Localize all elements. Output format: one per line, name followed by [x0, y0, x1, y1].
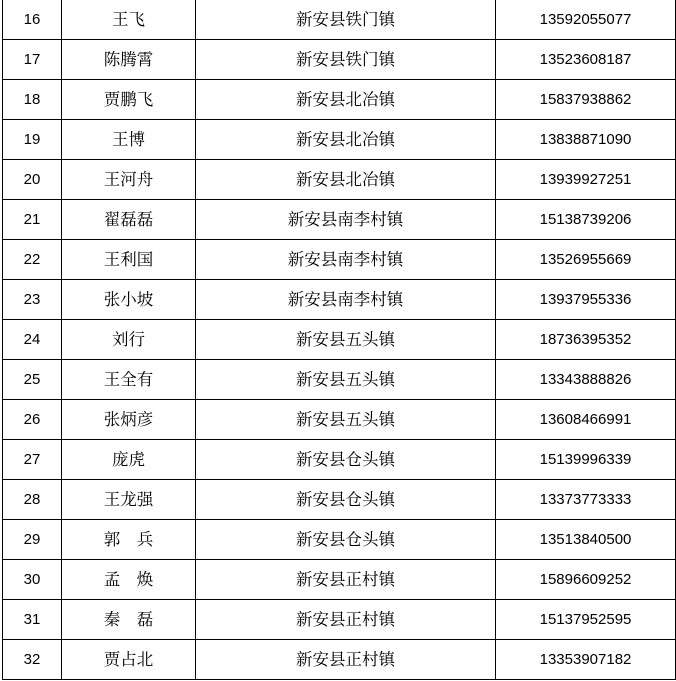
row-number-cell: 21: [3, 200, 62, 240]
unit-cell: 新安县正村镇: [196, 560, 496, 600]
unit-cell: 新安县南李村镇: [196, 200, 496, 240]
row-number-cell: 17: [3, 40, 62, 80]
phone-cell: 13353907182: [496, 640, 676, 680]
unit-cell: 新安县仓头镇: [196, 520, 496, 560]
row-number-cell: 25: [3, 360, 62, 400]
roster-table: [2, 0, 676, 680]
table-row: [3, 120, 676, 160]
table-row: [3, 640, 676, 680]
row-number-cell: 28: [3, 480, 62, 520]
name-cell: 张炳彦: [62, 400, 196, 440]
row-number-cell: 30: [3, 560, 62, 600]
name-cell: 王博: [62, 120, 196, 160]
unit-cell: 新安县北冶镇: [196, 160, 496, 200]
table-row: [3, 40, 676, 80]
unit-cell: 新安县铁门镇: [196, 0, 496, 40]
table-row: [3, 80, 676, 120]
name-cell: 王利国: [62, 240, 196, 280]
table-row: [3, 0, 676, 40]
name-cell: 王全有: [62, 360, 196, 400]
table-row: [3, 480, 676, 520]
roster-table-body: [3, 0, 676, 680]
name-cell: 王龙强: [62, 480, 196, 520]
phone-cell: 13939927251: [496, 160, 676, 200]
unit-cell: 新安县仓头镇: [196, 440, 496, 480]
unit-cell: 新安县北冶镇: [196, 120, 496, 160]
unit-cell: 新安县正村镇: [196, 640, 496, 680]
row-number-cell: 20: [3, 160, 62, 200]
row-number-cell: 22: [3, 240, 62, 280]
unit-cell: 新安县仓头镇: [196, 480, 496, 520]
unit-cell: 新安县五头镇: [196, 360, 496, 400]
table-row: [3, 440, 676, 480]
row-number-cell: 32: [3, 640, 62, 680]
phone-cell: 13937955336: [496, 280, 676, 320]
row-number-cell: 27: [3, 440, 62, 480]
table-row: [3, 560, 676, 600]
unit-cell: 新安县五头镇: [196, 400, 496, 440]
phone-cell: 13592055077: [496, 0, 676, 40]
row-number-cell: 26: [3, 400, 62, 440]
row-number-cell: 24: [3, 320, 62, 360]
table-row: [3, 600, 676, 640]
table-row: [3, 400, 676, 440]
row-number-cell: 31: [3, 600, 62, 640]
table-row: [3, 360, 676, 400]
phone-cell: 15137952595: [496, 600, 676, 640]
name-cell: 贾占北: [62, 640, 196, 680]
table-row: [3, 280, 676, 320]
unit-cell: 新安县南李村镇: [196, 280, 496, 320]
phone-cell: 13343888826: [496, 360, 676, 400]
name-cell: 秦 磊: [62, 600, 196, 640]
table-row: [3, 520, 676, 560]
name-cell: 王飞: [62, 0, 196, 40]
table-row: [3, 200, 676, 240]
name-cell: 孟 焕: [62, 560, 196, 600]
phone-cell: 18736395352: [496, 320, 676, 360]
phone-cell: 13526955669: [496, 240, 676, 280]
row-number-cell: 19: [3, 120, 62, 160]
phone-cell: 15138739206: [496, 200, 676, 240]
phone-cell: 13373773333: [496, 480, 676, 520]
unit-cell: 新安县正村镇: [196, 600, 496, 640]
phone-cell: 13513840500: [496, 520, 676, 560]
unit-cell: 新安县铁门镇: [196, 40, 496, 80]
phone-cell: 15896609252: [496, 560, 676, 600]
phone-cell: 15837938862: [496, 80, 676, 120]
phone-cell: 15139996339: [496, 440, 676, 480]
name-cell: 张小坡: [62, 280, 196, 320]
unit-cell: 新安县南李村镇: [196, 240, 496, 280]
name-cell: 王河舟: [62, 160, 196, 200]
name-cell: 刘行: [62, 320, 196, 360]
row-number-cell: 23: [3, 280, 62, 320]
row-number-cell: 16: [3, 0, 62, 40]
name-cell: 陈腾霄: [62, 40, 196, 80]
row-number-cell: 18: [3, 80, 62, 120]
name-cell: 翟磊磊: [62, 200, 196, 240]
phone-cell: 13608466991: [496, 400, 676, 440]
table-row: [3, 240, 676, 280]
unit-cell: 新安县五头镇: [196, 320, 496, 360]
phone-cell: 13523608187: [496, 40, 676, 80]
row-number-cell: 29: [3, 520, 62, 560]
table-row: [3, 320, 676, 360]
name-cell: 郭 兵: [62, 520, 196, 560]
name-cell: 贾鹏飞: [62, 80, 196, 120]
phone-cell: 13838871090: [496, 120, 676, 160]
table-row: [3, 160, 676, 200]
name-cell: 庞虎: [62, 440, 196, 480]
unit-cell: 新安县北冶镇: [196, 80, 496, 120]
